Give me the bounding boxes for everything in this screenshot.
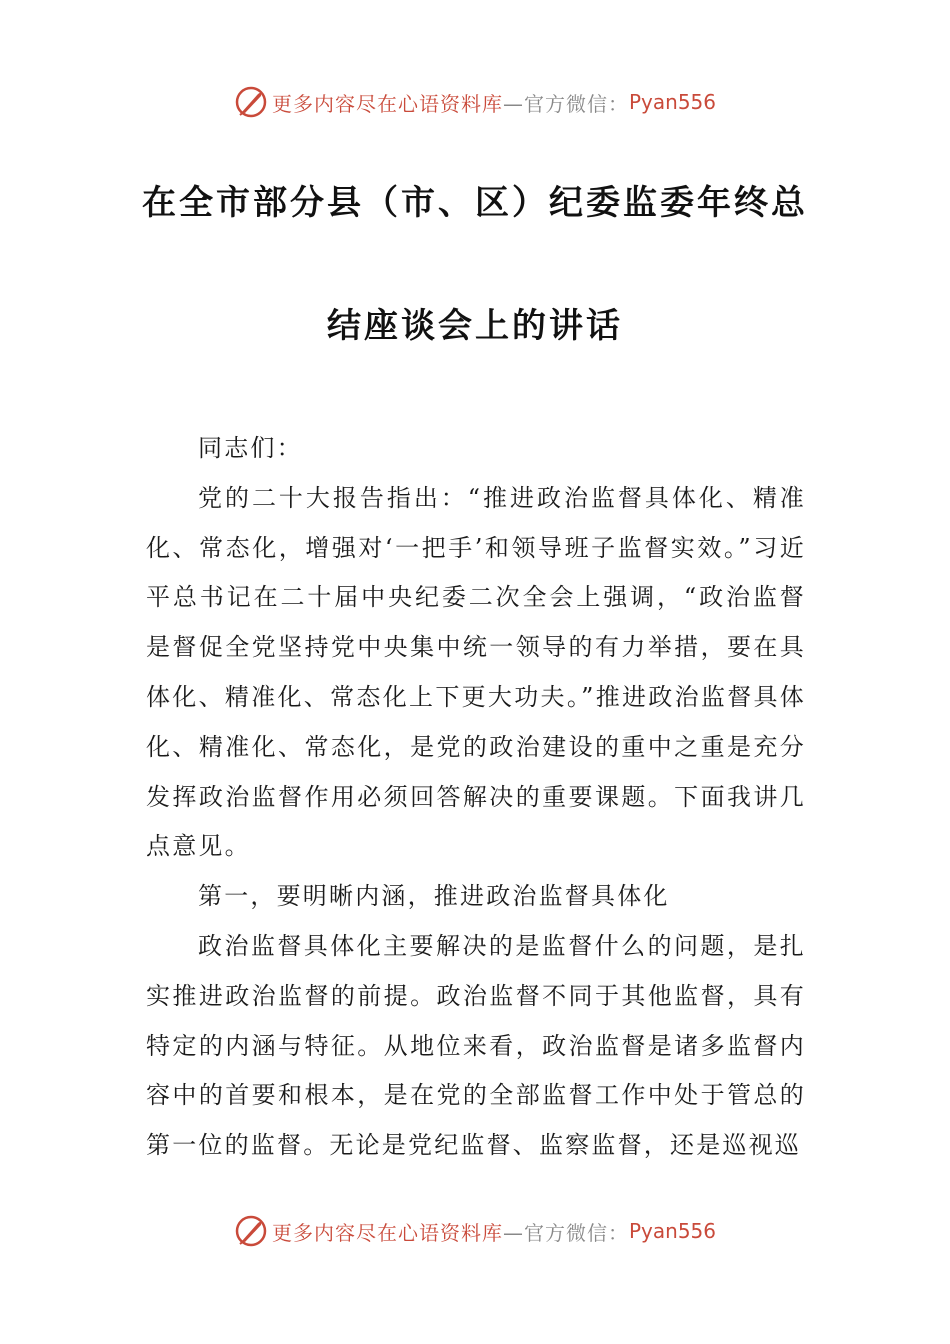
watermark-main-text: 更多内容尽在心语资料库 [271,91,503,116]
watermark-handle: Pyan556 [628,90,716,114]
quill-pen-logo-icon [234,85,268,119]
document-title-line2: 结座谈会上的讲话 [327,306,623,346]
watermark-separator-text: —官方微信： [502,1220,629,1245]
quill-pen-logo-icon [234,1214,268,1248]
paragraph: 政治监督具体化主要解决的是监督什么的问题，是扎实推进政治监督的前提。政治监督不同于其他监督，具有特定的内涵与特征。从地位来看，政治监督是诸多监督内容中的首要和根本，是在党的全部监督工作中处于管总的第一位的监督。无论是党纪监督、监察监督，还是巡视巡 [146,931,806,1160]
document-title-line1: 在全市部分县（市、区）纪委监委年终总 [142,183,808,223]
watermark-separator-text: —官方微信： [502,91,629,116]
section-heading: 第一，要明晰内涵，推进政治监督具体化 [198,882,670,911]
watermark-footer [0,1211,950,1251]
salutation: 同志们： [198,434,303,462]
document-body [146,424,806,1171]
watermark-handle: Pyan556 [628,1219,716,1243]
paragraph: 党的二十大报告指出：“推进政治监督具体化、精准化、常态化，增强对‘一把手’和领导班子监督实效。”习近平总书记在二十届中央纪委二次全会上强调，“政治监督是督促全党坚持党中央集中统一领导的有力举措，要在具体化、精准化、常态化上下更大功夫。”推进政治监督具体化、精准化、常态化，是党的政治建设的重中之重是充分发挥政治监督作用必须回答解决的重要课题。下面我讲几点意见。 [146,483,806,861]
watermark-header [0,82,950,122]
watermark-main-text: 更多内容尽在心语资料库 [271,1220,503,1245]
